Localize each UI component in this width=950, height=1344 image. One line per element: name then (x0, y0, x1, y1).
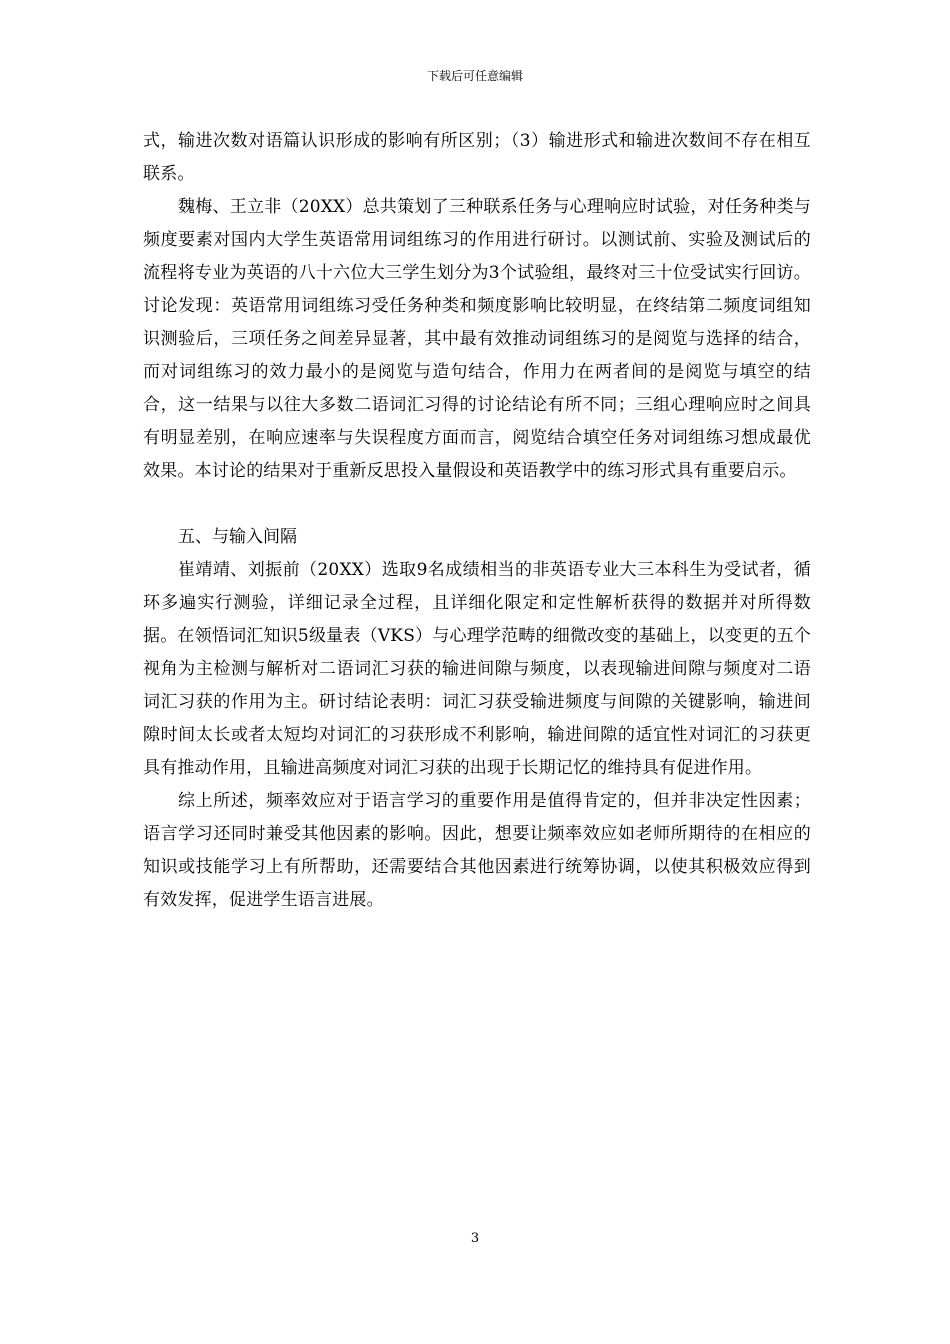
page-header-note: 下载后可任意编辑 (426, 69, 523, 83)
document-body (143, 125, 811, 917)
paragraph-wei-mei-study: 魏梅、王立非（20XX）总共策划了三种联系任务与心理响应时试验，对任务种类与频度要素对国内大学生英语常用词组练习的作用进行研讨。以测试前、实验及测试后的流程将专业为英语的八十六位大三学生划分为3个试验组，最终对三十位受试实行回访。讨论发现：英语常用词组练习受任务种类和频度影响比较明显，在终结第二频度词组知识测验后，三项任务之间差异显著，其中最有效推动词组练习的是阅览与选择的结合，而对词组练习的效力最小的是阅览与造句结合，作用力在两者间的是阅览与填空的结合，这一结果与以往大多数二语词汇习得的讨论结论有所不同；三组心理响应时之间具有明显差别，在响应速率与失误程度方面而言，阅览结合填空任务对词组练习想成最优效果。本讨论的结果对于重新反思投入量假设和英语教学中的练习形式具有重要启示。 (143, 197, 811, 481)
section-heading-input-interval: 五、与输入间隔 (178, 527, 297, 547)
paragraph-cui-jingjing-study: 崔靖靖、刘振前（20XX）选取9名成绩相当的非英语专业大三本科生为受试者，循环多遍实行测验，详细记录全过程，且详细化限定和定性解析获得的数据并对所得数据。在领悟词汇知识5级量表（VKS）与心理学范畴的细微改变的基础上，以变更的五个视角为主检测与解析对二语词汇习获的输进间隙与频度，以表现输进间隙与频度对二语词汇习获的作用为主。研讨结论表明：词汇习获受输进频度与间隙的关键影响，输进间隙时间太长或者太短均对词汇的习获形成不利影响，输进间隙的适宜性对词汇的习获更具有推动作用，且输进高频度对词汇习获的出现于长期记忆的维持具有促进作用。 (143, 560, 811, 778)
paragraph-continuation: 式，输进次数对语篇认识形成的影响有所区别；（3）输进形式和输进次数间不存在相互联系。 (143, 131, 811, 184)
paragraph-conclusion: 综上所述，频率效应对于语言学习的重要作用是值得肯定的，但并非决定性因素；语言学习还同时兼受其他因素的影响。因此，想要让频率效应如老师所期待的在相应的知识或技能学习上有所帮助，还需要结合其他因素进行统筹协调，以使其积极效应得到有效发挥，促进学生语言进展。 (143, 791, 811, 910)
page-number: 3 (470, 1231, 480, 1246)
